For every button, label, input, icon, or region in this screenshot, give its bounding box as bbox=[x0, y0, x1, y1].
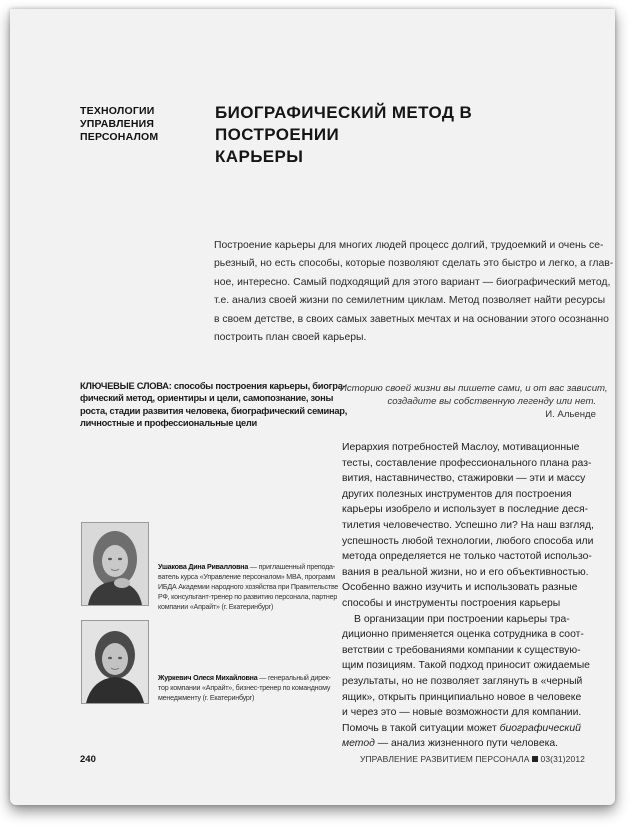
epigraph: Историю своей жизни вы пишете сами, и от вас зависит, создадите вы собственную легенду или нет. И. Альенде bbox=[340, 383, 608, 420]
portrait-image bbox=[82, 621, 148, 703]
square-icon bbox=[532, 756, 538, 762]
author-bio-zhurkevich: Журкевич Олеся Михайловна — генеральный дирек- тор компании «Апрайт», бизнес-тренер по командному менеджменту (г. Екатеринбург) bbox=[158, 674, 331, 702]
magazine-footer: УПРАВЛЕНИЕ РАЗВИТИЕМ ПЕРСОНАЛА 03(31)2012 bbox=[359, 754, 585, 764]
body-text: Иерархия потребностей Маслоу, мотивационные тесты, составление профессионального плана раз- вития, наставничество, стажировки — эти и массу других полезных инструментов для построения карьеры изобрело и использует в последние деся- тилетия человечество. Успешно ли? На наш взгляд, успешность любой технологии, любого способа или метода определяется не только частотой использо- вания в реальной жизни, но и его объективностью. Особенно важно изучить и использовать разные способы и инструменты построения карьеры В организации при построении карьеры тра- диционно применяется оценка сотрудника в соот- ветствии с требованиями компании к существую- щим позициям. Такой подход приносит ожидаемые результаты, но не позволяет заглянуть в «черный ящик», открыть принципиально новое в человеке и через это — новые возможности для компании. Помочь в такой ситуации может биографический метод — анализ жизненного пути человека. bbox=[342, 442, 594, 750]
epigraph-author: И. Альенде bbox=[545, 409, 596, 420]
page-number: 240 bbox=[80, 754, 96, 765]
magazine-page bbox=[10, 9, 615, 805]
author-name: Журкевич Олеся Михайловна bbox=[158, 674, 258, 682]
author-photo-ushakova bbox=[81, 522, 149, 606]
section-label: ТЕХНОЛОГИИ УПРАВЛЕНИЯ ПЕРСОНАЛОМ bbox=[80, 105, 159, 143]
author-bio-ushakova: Ушакова Дина Ривалловна — приглашенный препода- ватель курса «Управление персоналом» MBA, программ ИБДА Академии народного хозяйства при Правительстве РФ, консультант-тренер по развитию персонала, партнер компании «Апрайт» (г. Екатеринбург) bbox=[158, 563, 339, 611]
keywords-block: КЛЮЧЕВЫЕ СЛОВА: способы построения карьеры, биогра- фический метод, ориентиры и цели, самопознание, зоны роста, стадии развития человека, биографический семинар, личностные и профессиональные цели bbox=[80, 381, 348, 429]
lead-paragraph: Построение карьеры для многих людей процесс долгий, трудоемкий и очень се- рьезный, но есть способы, которые позволяют сделать это быстро и легко, а глав- ное, интересно. Самый подходящий для этого вариант — биографический метод, т.е. анализ своей жизни по семилетним циклам. Метод позволяет найти ресурсы в своем детстве, в своих самых заветных мечтах и на основании этого осознанно построить план своей карьеры. bbox=[214, 240, 614, 344]
article-title: БИОГРАФИЧЕСКИЙ МЕТОД В ПОСТРОЕНИИ КАРЬЕРЫ bbox=[215, 103, 473, 166]
author-photo-zhurkevich bbox=[81, 620, 149, 704]
author-name: Ушакова Дина Ривалловна bbox=[158, 563, 249, 571]
portrait-image bbox=[82, 523, 148, 605]
